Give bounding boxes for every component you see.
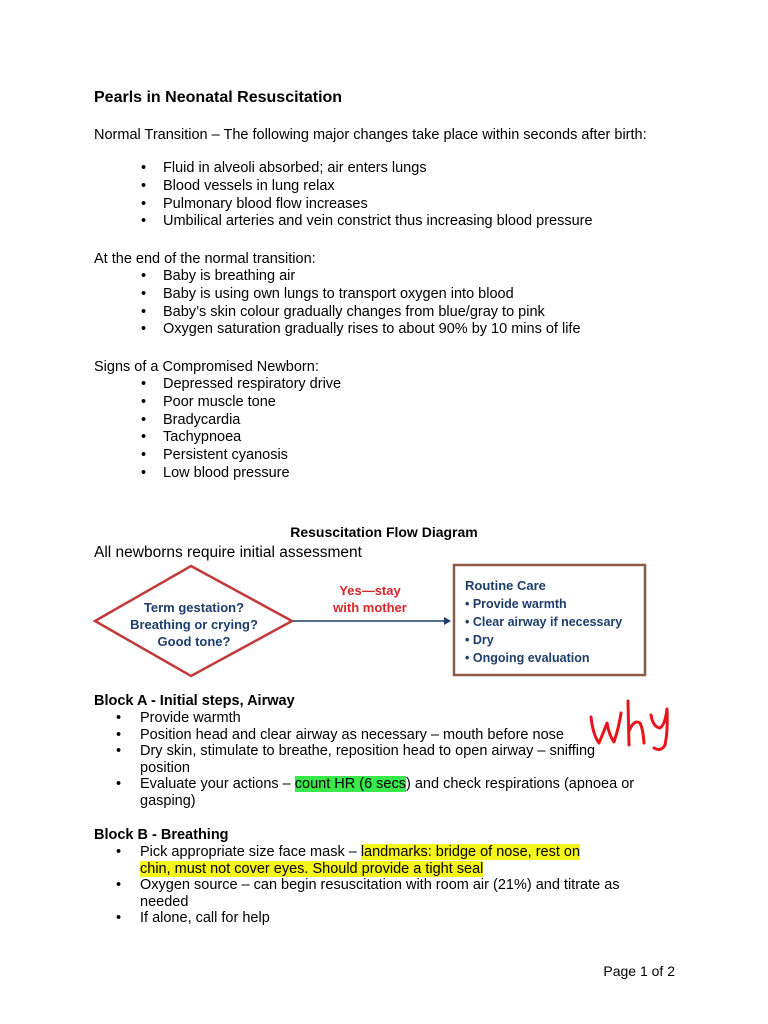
page-number: Page 1 of 2 (603, 963, 675, 979)
list-item: • Baby is breathing air (94, 268, 581, 286)
highlighted-text: count HR (6 secs (294, 776, 406, 792)
list-item: • Blood vessels in lung relax (94, 178, 593, 196)
box-item: • Ongoing evaluation (465, 651, 590, 665)
item-text: Pick appropriate size face mask – (140, 844, 361, 860)
list-item: • Position head and clear airway as necessary – mouth before nose (94, 727, 674, 744)
list-item (94, 844, 610, 877)
highlighted-text: landmarks: bridge of nose, rest on chin, must not cover eyes. Should provide a tight seal (140, 844, 581, 877)
list-item: • Oxygen source – can begin resuscitation with room air (21%) and titrate as needed (94, 877, 640, 910)
list-item: • Pulmonary blood flow increases (94, 196, 593, 214)
end-transition-intro: At the end of the normal transition: (94, 251, 316, 267)
list-item: • Oxygen saturation gradually rises to about 90% by 10 mins of life (94, 321, 581, 339)
normal-transition-list (94, 160, 593, 231)
end-transition-list (94, 268, 581, 339)
item-text: Evaluate your actions – (140, 776, 295, 792)
list-item: • Bradycardia (94, 412, 341, 430)
list-item: • Low blood pressure (94, 465, 341, 483)
diamond-line: Good tone? (157, 634, 231, 649)
diagram-title: Resuscitation Flow Diagram (290, 524, 478, 540)
compromised-list (94, 376, 341, 483)
compromised-intro: Signs of a Compromised Newborn: (94, 359, 319, 375)
block-b-list (94, 844, 674, 927)
box-item: • Clear airway if necessary (465, 615, 623, 629)
box-title: Routine Care (465, 578, 546, 593)
diamond-line: Breathing or crying? (130, 617, 258, 632)
list-item: • If alone, call for help (94, 910, 674, 927)
page-title: Pearls in Neonatal Resuscitation (94, 89, 343, 106)
list-item: • Dry skin, stimulate to breathe, reposition head to open airway – sniffing position (94, 743, 640, 776)
list-item: • Tachypnoea (94, 429, 341, 447)
list-item: • Baby’s skin colour gradually changes from blue/gray to pink (94, 304, 581, 322)
diagram-subtitle: All newborns require initial assessment (94, 544, 362, 561)
box-item: • Provide warmth (465, 597, 567, 611)
list-item: • Depressed respiratory drive (94, 376, 341, 394)
list-item (94, 776, 674, 809)
list-item: • Umbilical arteries and vein constrict thus increasing blood pressure (94, 213, 593, 231)
list-item: • Persistent cyanosis (94, 447, 341, 465)
block-b-heading: Block B - Breathing (94, 827, 229, 843)
list-item: • Baby is using own lungs to transport oxygen into blood (94, 286, 581, 304)
flow-diagram (90, 562, 652, 684)
diamond-line: Term gestation? (143, 600, 245, 615)
flow-arrow-head (444, 617, 451, 625)
block-a-heading: Block A - Initial steps, Airway (94, 693, 295, 709)
list-item: • Provide warmth (94, 710, 674, 727)
list-item: • Fluid in alveoli absorbed; air enters lungs (94, 160, 593, 178)
handwritten-why-annotation (585, 695, 680, 755)
box-item: • Dry (465, 633, 494, 647)
normal-transition-intro: Normal Transition – The following major changes take place within seconds after birth: (94, 127, 647, 143)
arrow-label: Yes—stay (339, 583, 401, 598)
arrow-label: with mother (333, 600, 407, 615)
list-item: • Poor muscle tone (94, 394, 341, 412)
item-text: ) and check respirations (apnoea or gasping) (140, 776, 635, 809)
